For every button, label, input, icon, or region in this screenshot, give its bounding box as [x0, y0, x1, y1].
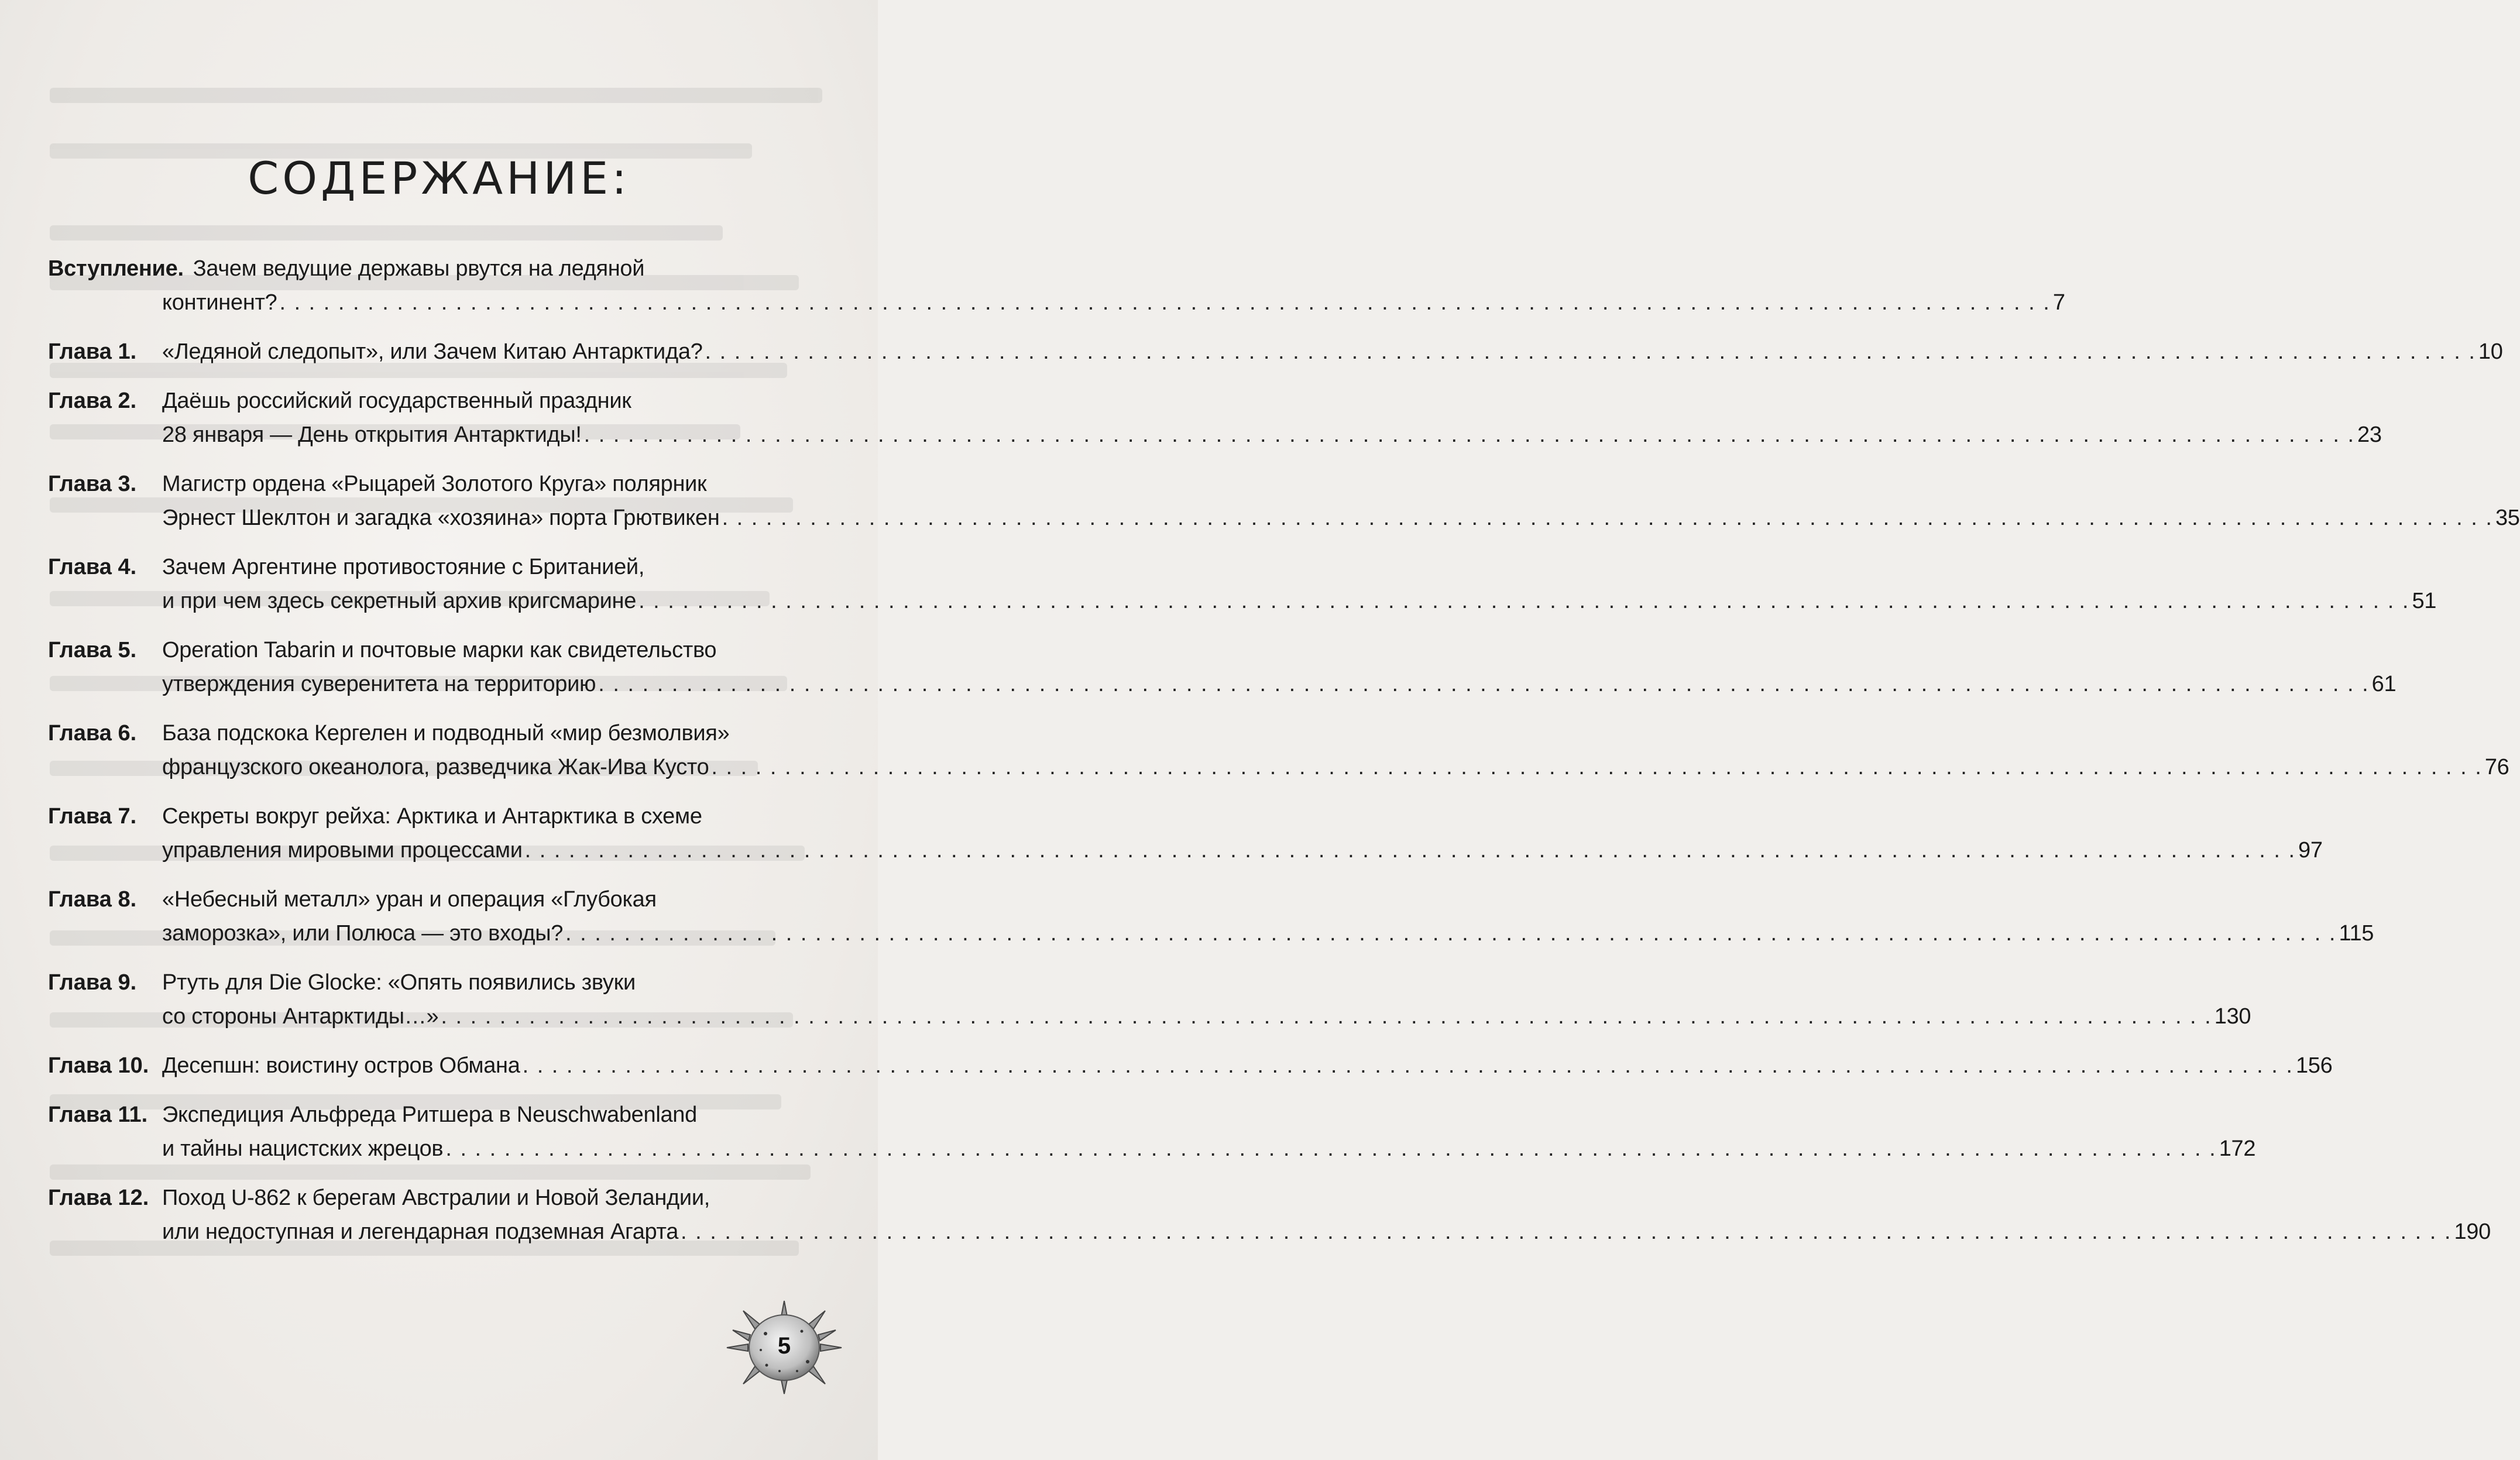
table-of-contents [48, 252, 2520, 1264]
toc-entry-label: Глава 2. [48, 389, 137, 413]
toc-entry-chapter-9[interactable] [48, 966, 2251, 1033]
toc-entry-title-line: французского океанолога, разведчика Жак-Ива Кусто [162, 755, 709, 779]
toc-entry-title-line: Ртуть для Die Glocke: «Опять появились звуки [162, 970, 636, 995]
dot-leader [523, 1049, 2294, 1083]
toc-entry-title-line: База подскока Кергелен и подводный «мир безмолвия» [162, 721, 730, 746]
toc-entry-intro[interactable] [48, 252, 2065, 320]
toc-entry-title-line: «Ледяной следопыт», или Зачем Китаю Антарктида? [162, 339, 703, 364]
toc-entry-chapter-7[interactable] [48, 799, 2323, 867]
toc-entry-title-line: Поход U-862 к берегам Австралии и Новой Зеландии, [162, 1186, 710, 1210]
toc-entry-label: Глава 12. [48, 1186, 149, 1210]
toc-entry-chapter-12[interactable] [48, 1181, 2491, 1249]
toc-entry-chapter-3[interactable] [48, 467, 2520, 535]
toc-entry-title-line: Зачем ведущие державы рвутся на ледяной [193, 256, 645, 281]
toc-entry-title-line: Эрнест Шеклтон и загадка «хозяина» порта Грютвикен [162, 506, 720, 530]
toc-entry-chapter-2[interactable] [48, 384, 2382, 452]
toc-entry-label: Глава 10. [48, 1053, 149, 1078]
dot-leader [565, 916, 2336, 950]
page-number-badge [720, 1296, 849, 1399]
toc-entry-label: Глава 5. [48, 638, 137, 662]
toc-entry-label: Глава 6. [48, 721, 137, 746]
toc-entry-label: Глава 4. [48, 555, 137, 579]
dot-leader [705, 335, 2476, 369]
toc-entry-title-line: Секреты вокруг рейха: Арктика и Антарктика в схеме [162, 804, 702, 829]
toc-entry-title-line: Магистр ордена «Рыцарей Золотого Круга» полярник [162, 472, 707, 496]
toc-entry-title-line: Operation Tabarin и почтовые марки как свидетельство [162, 638, 717, 662]
toc-entry-title-line: и при чем здесь секретный архив кригсмарине [162, 589, 637, 613]
toc-entry-title-line: 28 января — День открытия Антарктиды! [162, 422, 582, 447]
toc-entry-chapter-11[interactable] [48, 1098, 2256, 1166]
toc-page-number: 51 [2412, 589, 2437, 613]
toc-entry-title-line: «Небесный металл» уран и операция «Глубокая [162, 887, 657, 912]
toc-entry-title-line: утверждения суверенитета на территорию [162, 672, 596, 696]
toc-page-number: 97 [2298, 838, 2323, 863]
dot-leader [441, 999, 2212, 1033]
toc-page-number: 76 [2484, 755, 2509, 779]
dot-leader [445, 1132, 2216, 1166]
dot-leader [638, 584, 2409, 618]
toc-entry-chapter-8[interactable] [48, 882, 2374, 950]
dot-leader [711, 750, 2482, 784]
toc-entry-chapter-1[interactable] [48, 335, 2503, 369]
dot-leader [681, 1215, 2452, 1249]
dot-leader [598, 667, 2369, 701]
toc-page-number: 115 [2339, 921, 2374, 946]
toc-page-number: 156 [2295, 1053, 2333, 1078]
toc-entry-label: Вступление. [48, 256, 184, 281]
dot-leader [584, 418, 2355, 452]
dot-leader [279, 286, 2050, 320]
toc-entry-title-line: Зачем Аргентине противостояние с Британией, [162, 555, 645, 579]
toc-entry-label: Глава 8. [48, 887, 137, 912]
toc-page-number: 23 [2357, 422, 2382, 447]
toc-page-number: 190 [2454, 1219, 2491, 1244]
toc-entry-title-line: или недоступная и легендарная подземная Агарта [162, 1219, 679, 1244]
toc-entry-label: Глава 7. [48, 804, 137, 829]
toc-title: СОДЕРЖАНИЕ: [248, 152, 630, 204]
toc-entry-title-line: заморозка», или Полюса — это входы? [162, 921, 564, 946]
toc-page-number: 7 [2052, 290, 2065, 315]
toc-entry-label: Глава 11. [48, 1102, 148, 1127]
toc-page-number: 130 [2214, 1004, 2251, 1029]
toc-entry-label: Глава 1. [48, 339, 137, 364]
dot-leader [722, 501, 2493, 535]
dot-leader [525, 833, 2296, 867]
toc-entry-title-line: со стороны Антарктиды…» [162, 1004, 439, 1029]
toc-entry-chapter-10[interactable] [48, 1049, 2333, 1083]
toc-entry-chapter-4[interactable] [48, 550, 2437, 618]
toc-page-number: 172 [2219, 1136, 2256, 1161]
toc-page-number: 61 [2371, 672, 2397, 696]
toc-entry-title-line: Десепшн: воистину остров Обмана [162, 1053, 520, 1078]
toc-entry-title-line: континент? [162, 290, 277, 315]
toc-entry-title-line: и тайны нацистских жрецов [162, 1136, 444, 1161]
toc-entry-label: Глава 9. [48, 970, 137, 995]
toc-page-number: 10 [2478, 339, 2503, 364]
toc-entry-chapter-6[interactable] [48, 716, 2509, 784]
toc-entry-title-line: Экспедиция Альфреда Ритшера в Neuschwabenland [162, 1102, 697, 1127]
toc-entry-chapter-5[interactable] [48, 633, 2397, 701]
toc-entry-title-line: управления мировыми процессами [162, 838, 523, 863]
page-number: 5 [777, 1333, 791, 1359]
toc-page-number: 35 [2495, 506, 2520, 530]
toc-entry-label: Глава 3. [48, 472, 137, 496]
toc-entry-title-line: Даёшь российский государственный праздник [162, 389, 631, 413]
